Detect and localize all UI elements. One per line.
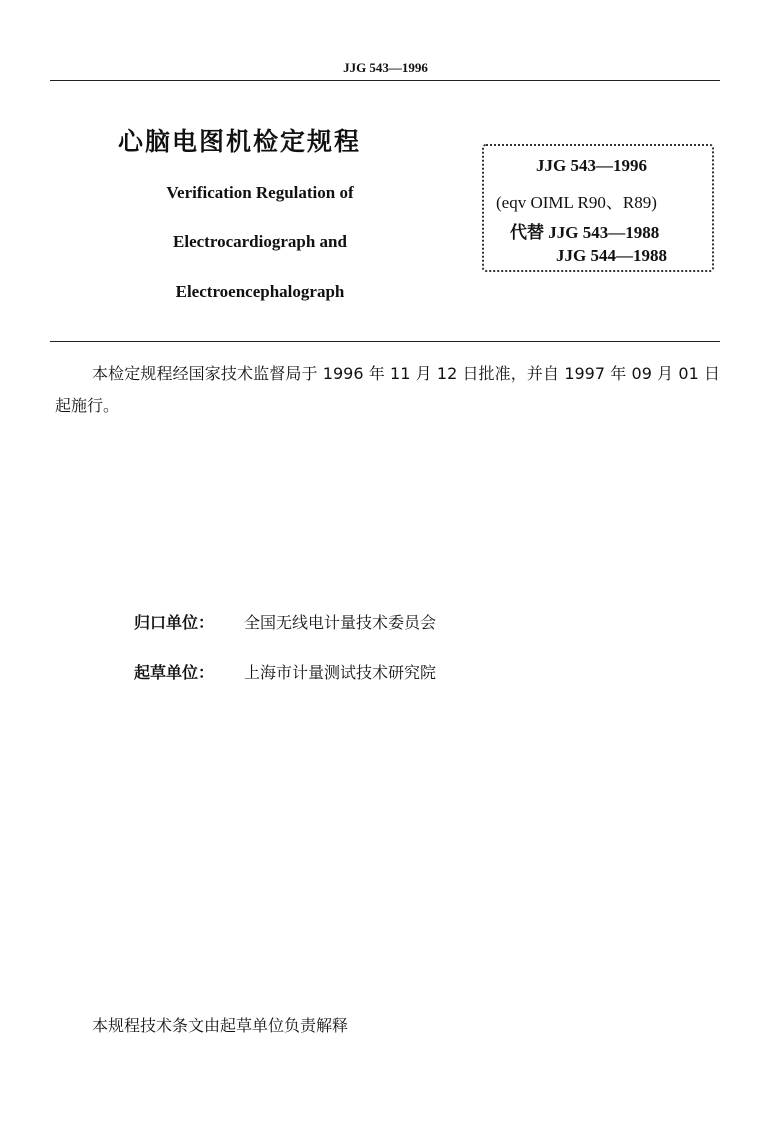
top-divider (50, 80, 720, 81)
code-box-replaces-2: JJG 544—1988 (556, 246, 667, 265)
code-box-replaces-1: 代替 JJG 543—1988 (510, 223, 660, 242)
middle-divider (50, 341, 720, 342)
drafting-unit-label: 起草单位： (134, 663, 215, 682)
responsible-unit-value: 全国无线电计量技术委员会 (244, 613, 437, 632)
code-box-standard-number: JJG 543—1996 (536, 156, 647, 175)
drafting-unit-row (134, 660, 436, 683)
title-english-line-3: Electroencephalograph (175, 282, 345, 301)
approval-statement: 本检定规程经国家技术监督局于 1996 年 11 月 12 日批准，并自 1997 年 09 月 01 日起施行。 (55, 364, 720, 415)
title-chinese: 心脑电图机检定规程 (118, 127, 362, 156)
drafting-unit-value: 上海市计量测试技术研究院 (244, 663, 437, 682)
responsible-unit-label: 归口单位： (134, 613, 215, 632)
standard-code-box (482, 144, 714, 272)
title-english-line-2: Electrocardiograph and (173, 232, 347, 251)
responsible-unit-row (134, 610, 436, 633)
title-english-line-1: Verification Regulation of (166, 183, 354, 202)
interpretation-note: 本规程技术条文由起草单位负责解释 (92, 1016, 349, 1035)
code-box-equivalence: (eqv OIML R90、R89) (496, 193, 657, 212)
document-code-header: JJG 543—1996 (343, 60, 428, 75)
